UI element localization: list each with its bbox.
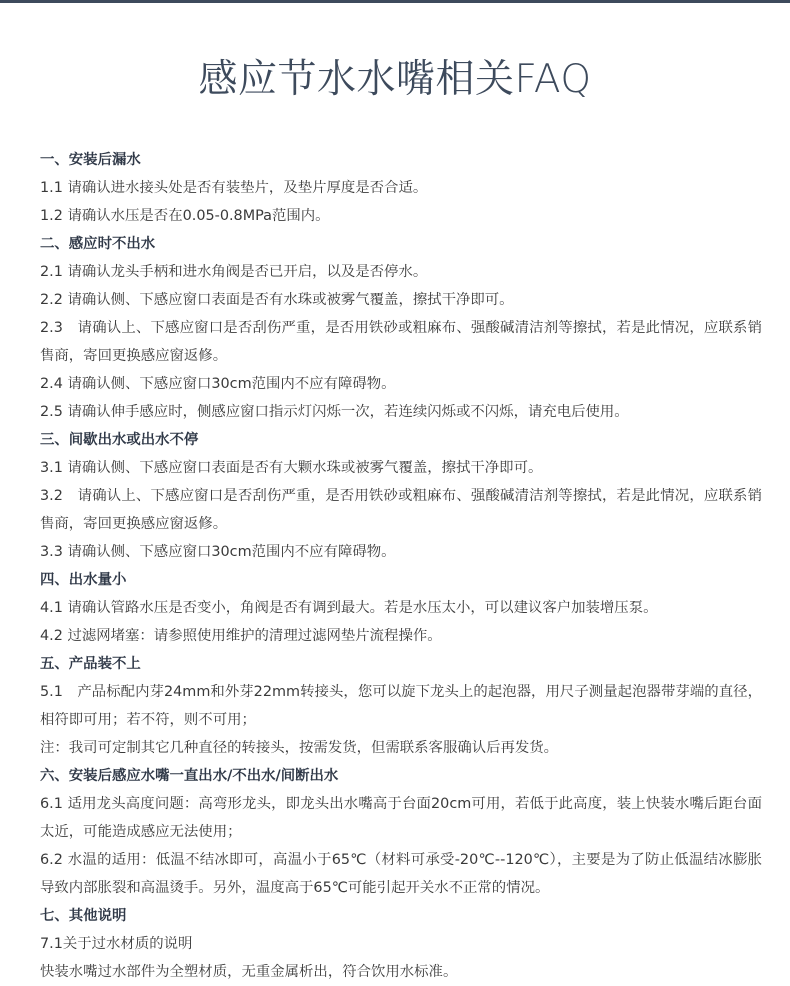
faq-item: 2.2 请确认侧、下感应窗口表面是否有水珠或被雾气覆盖，擦拭干净即可。 xyxy=(40,292,514,308)
top-border xyxy=(0,0,790,3)
page-title: 感应节水水嘴相关FAQ xyxy=(198,57,592,102)
faq-item: 2.1 请确认龙头手柄和进水角阀是否已开启，以及是否停水。 xyxy=(40,264,428,280)
faq-item: 3.3 请确认侧、下感应窗口30cm范围内不应有障碍物。 xyxy=(40,544,396,560)
faq-item: 1.1 请确认进水接头处是否有装垫片，及垫片厚度是否合适。 xyxy=(40,180,428,196)
faq-item: 6.1 适用龙头高度问题：高弯形龙头，即龙头出水嘴高于台面20cm可用，若低于此高度，装上快装水嘴后距台面太近，可能造成感应无法使用； xyxy=(40,796,762,840)
faq-list xyxy=(40,146,762,986)
section-heading: 二、感应时不出水 xyxy=(40,236,156,252)
faq-item: 3.2 请确认上、下感应窗口是否刮伤严重，是否用铁砂或粗麻布、强酸碱清洁剂等擦拭，若是此情况，应联系销售商，寄回更换感应窗返修。 xyxy=(40,488,762,532)
faq-item: 4.2 过滤网堵塞：请参照使用维护的清理过滤网垫片流程操作。 xyxy=(40,628,442,644)
faq-item: 注：我司可定制其它几种直径的转接头，按需发货，但需联系客服确认后再发货。 xyxy=(40,740,559,756)
section-heading: 四、出水量小 xyxy=(40,572,127,588)
faq-item: 5.1 产品标配内芽24mm和外芽22mm转接头，您可以旋下龙头上的起泡器，用尺子测量起泡器带芽端的直径，相符即可用；若不符，则不可用； xyxy=(40,684,762,728)
faq-item: 1.2 请确认水压是否在0.05-0.8MPa范围内。 xyxy=(40,208,330,224)
faq-item: 2.3 请确认上、下感应窗口是否刮伤严重，是否用铁砂或粗麻布、强酸碱清洁剂等擦拭，若是此情况，应联系销售商，寄回更换感应窗返修。 xyxy=(40,320,762,364)
section-heading: 一、安装后漏水 xyxy=(40,152,141,168)
faq-item: 快装水嘴过水部件为全塑材质，无重金属析出，符合饮用水标准。 xyxy=(40,964,458,980)
section-heading: 七、其他说明 xyxy=(40,908,127,924)
faq-item: 4.1 请确认管路水压是否变小，角阀是否有调到最大。若是水压太小，可以建议客户加装增压泵。 xyxy=(40,600,658,616)
section-heading: 五、产品装不上 xyxy=(40,656,141,672)
faq-item: 2.5 请确认伸手感应时，侧感应窗口指示灯闪烁一次，若连续闪烁或不闪烁，请充电后使用。 xyxy=(40,404,629,420)
faq-item: 3.1 请确认侧、下感应窗口表面是否有大颗水珠或被雾气覆盖，擦拭干净即可。 xyxy=(40,460,543,476)
faq-item: 6.2 水温的适用：低温不结冰即可，高温小于65℃（材料可承受-20℃--120℃），主要是为了防止低温结冰膨胀导致内部胀裂和高温烫手。另外，温度高于65℃可能引起开关水不正常的情况。 xyxy=(40,852,762,896)
section-heading: 三、间歇出水或出水不停 xyxy=(40,432,199,448)
faq-item: 2.4 请确认侧、下感应窗口30cm范围内不应有障碍物。 xyxy=(40,376,396,392)
faq-item: 7.1关于过水材质的说明 xyxy=(40,936,193,952)
section-heading: 六、安装后感应水嘴一直出水/不出水/间断出水 xyxy=(40,768,339,784)
